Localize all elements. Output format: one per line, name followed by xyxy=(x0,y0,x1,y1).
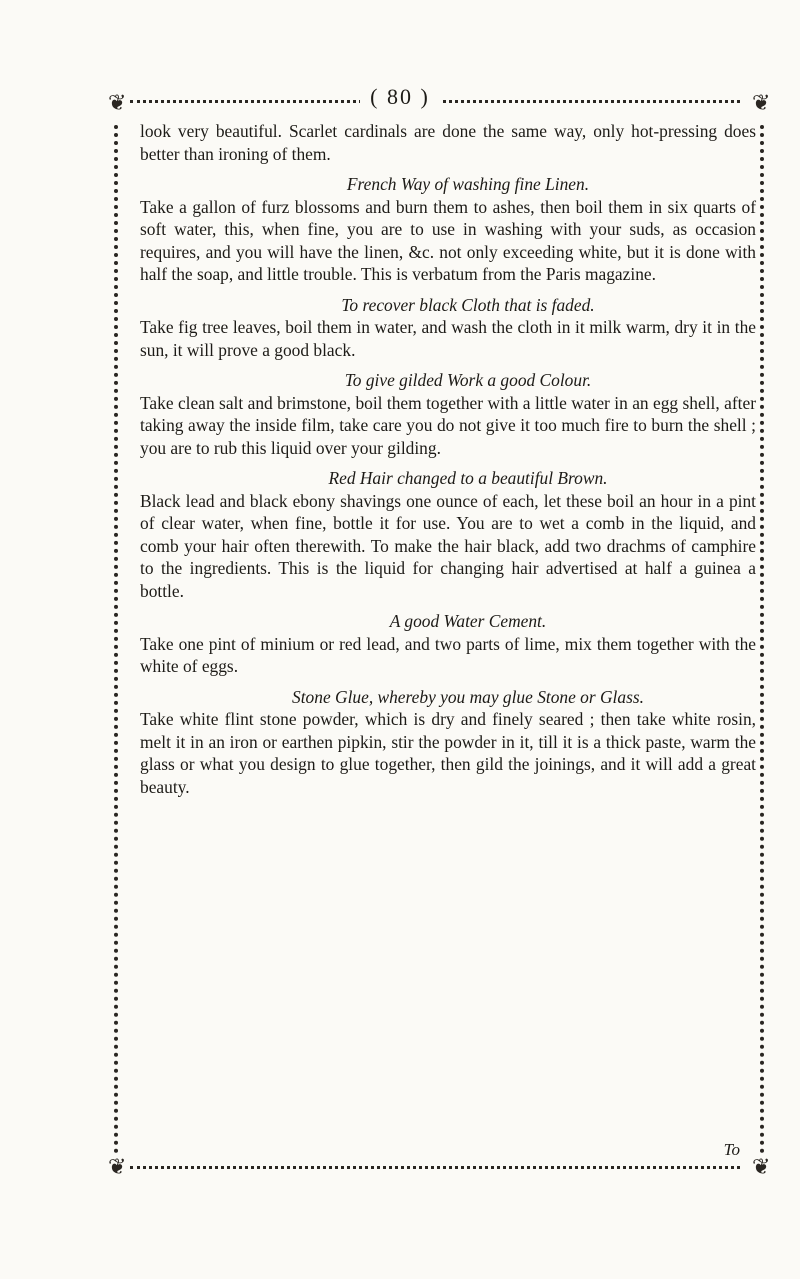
recipe-text: Take clean salt and brimstone, boil them together with a little water in an egg shell, after taking away the inside film, take care you do not give it too much fire to burn the shell ; you are to rub this liquid over your gilding. xyxy=(140,392,756,458)
recipe-text: Take a gallon of furz blossoms and burn them to ashes, then boil them in six quarts of soft water, this, when fine, you are to use in washing with your suds, as occasion requires, and you will have the linen, &c. not only exceeding white, but it is done with half the soap, and little trouble. This is verbatum from the Paris magazine. xyxy=(140,196,756,284)
page-body xyxy=(140,120,756,798)
recipe-heading: To recover black Cloth that is faded. xyxy=(341,294,595,315)
page-number: ( 80 ) xyxy=(0,84,800,110)
recipe-text: Take fig tree leaves, boil them in water, and wash the cloth in it milk warm, dry it in the sun, it will prove a good black. xyxy=(140,317,756,360)
recipe-section xyxy=(140,173,756,286)
corner-ornament-icon: ❦ xyxy=(752,1154,771,1179)
recipe-text: Take one pint of minium or red lead, and two parts of lime, mix them together with the white of eggs. xyxy=(140,633,756,676)
corner-ornament-icon: ❦ xyxy=(752,90,771,115)
recipe-heading: A good Water Cement. xyxy=(389,611,547,631)
recipe-text: Black lead and black ebony shavings one ounce of each, let these boil an hour in a pint of clear water, when fine, bottle it for use. You are to wet a comb in the liquid, and comb your hair often therewith. To make the hair black, add two drachms of camphire to the ingredients. This is the liquid for changing hair advertised at half a guinea a bottle. xyxy=(140,490,756,601)
right-ornamental-border xyxy=(760,125,770,1154)
recipe-section xyxy=(140,467,756,602)
recipe-heading: Red Hair changed to a beautiful Brown. xyxy=(328,468,608,488)
left-ornamental-border xyxy=(114,125,124,1154)
recipe-heading: Stone Glue, whereby you may glue Stone or Glass. xyxy=(292,686,644,707)
recipe-heading: To give gilded Work a good Colour. xyxy=(344,370,592,390)
recipe-section xyxy=(140,686,756,799)
corner-ornament-icon: ❦ xyxy=(108,90,127,115)
intro-paragraph: look very beautiful. Scarlet cardinals are done the same way, only hot-pressing does better than ironing of them. xyxy=(140,121,756,164)
recipe-section xyxy=(140,369,756,459)
catchword: To xyxy=(723,1140,740,1159)
recipe-text: Take white flint stone powder, which is dry and finely seared ; then take white rosin, melt it in an iron or earthen pipkin, stir the powder in it, till it is a thick paste, warm the glass or what you design to glue together, then gild the joinings, and it will add a great beauty. xyxy=(140,709,756,797)
recipe-heading: French Way of washing fine Linen. xyxy=(346,174,590,194)
recipe-section xyxy=(140,294,756,362)
corner-ornament-icon: ❦ xyxy=(108,1154,127,1179)
bottom-ornamental-rule xyxy=(130,1166,740,1175)
recipe-section xyxy=(140,610,756,678)
